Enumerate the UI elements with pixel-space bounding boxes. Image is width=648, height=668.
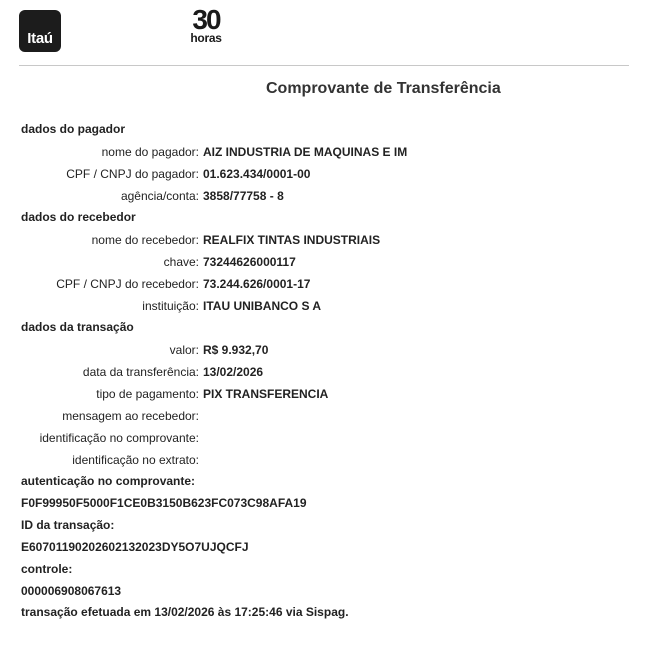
section-heading-transacao: dados da transação (21, 320, 134, 334)
section-heading-pagador: dados do pagador (21, 122, 126, 136)
field-row (0, 408, 648, 424)
transaction-footer: transação efetuada em 13/02/2026 às 17:25:46 via Sispag. (21, 605, 349, 619)
header-divider (19, 65, 629, 66)
header (0, 0, 648, 56)
field-row (0, 276, 648, 292)
field-label: nome do pagador: (101, 145, 199, 159)
field-value: PIX TRANSFERENCIA (203, 387, 329, 401)
field-label: tipo de pagamento: (96, 387, 199, 401)
field-label: instituição: (142, 299, 199, 313)
field-value: 3858/77758 - 8 (203, 189, 284, 203)
field-row (0, 232, 648, 248)
field-label: agência/conta: (120, 189, 199, 203)
control-label: controle: (21, 562, 73, 576)
field-label: mensagem ao recebedor: (62, 409, 199, 423)
field-label: nome do recebedor: (91, 233, 199, 247)
authentication-label: autenticação no comprovante: (21, 474, 196, 488)
field-label: CPF / CNPJ do pagador: (66, 167, 199, 181)
field-row (0, 298, 648, 314)
field-value: 01.623.434/0001-00 (203, 167, 311, 181)
transaction-id-label: ID da transação: (21, 518, 115, 532)
field-value: ITAU UNIBANCO S A (203, 299, 321, 313)
field-label: data da transferência: (82, 365, 199, 379)
field-row (0, 342, 648, 358)
field-value: 73.244.626/0001-17 (203, 277, 311, 291)
authentication-value: F0F99950F5000F1CE0B3150B623FC073C98AFA19 (21, 496, 307, 510)
field-row (0, 430, 648, 446)
page-title: Comprovante de Transferência (266, 80, 501, 97)
field-value: AIZ INDUSTRIA DE MAQUINAS E IM (203, 145, 408, 159)
field-value: 73244626000117 (203, 255, 296, 269)
30-horas-logo-word: horas (190, 31, 222, 45)
field-row (0, 452, 648, 468)
field-label: chave: (163, 255, 199, 269)
field-label: CPF / CNPJ do recebedor: (56, 277, 199, 291)
field-row (0, 144, 648, 160)
transaction-id-value: E60701190202602132023DY5O7UJQCFJ (21, 540, 249, 554)
field-row (0, 254, 648, 270)
itau-logo-text: Itaú (27, 30, 53, 47)
30-horas-logo (184, 6, 228, 44)
field-value: R$ 9.932,70 (203, 343, 269, 357)
field-row (0, 166, 648, 182)
field-row (0, 364, 648, 380)
field-label: identificação no extrato: (72, 453, 199, 467)
field-label: valor: (169, 343, 199, 357)
section-heading-recebedor: dados do recebedor (21, 210, 136, 224)
field-row (0, 386, 648, 402)
field-value: 13/02/2026 (203, 365, 264, 379)
itau-logo (19, 10, 61, 52)
field-value: REALFIX TINTAS INDUSTRIAIS (203, 233, 381, 247)
field-label: identificação no comprovante: (39, 431, 199, 445)
control-value: 000006908067613 (21, 584, 122, 598)
field-row (0, 188, 648, 204)
30-horas-logo-number: 30 (192, 4, 220, 35)
